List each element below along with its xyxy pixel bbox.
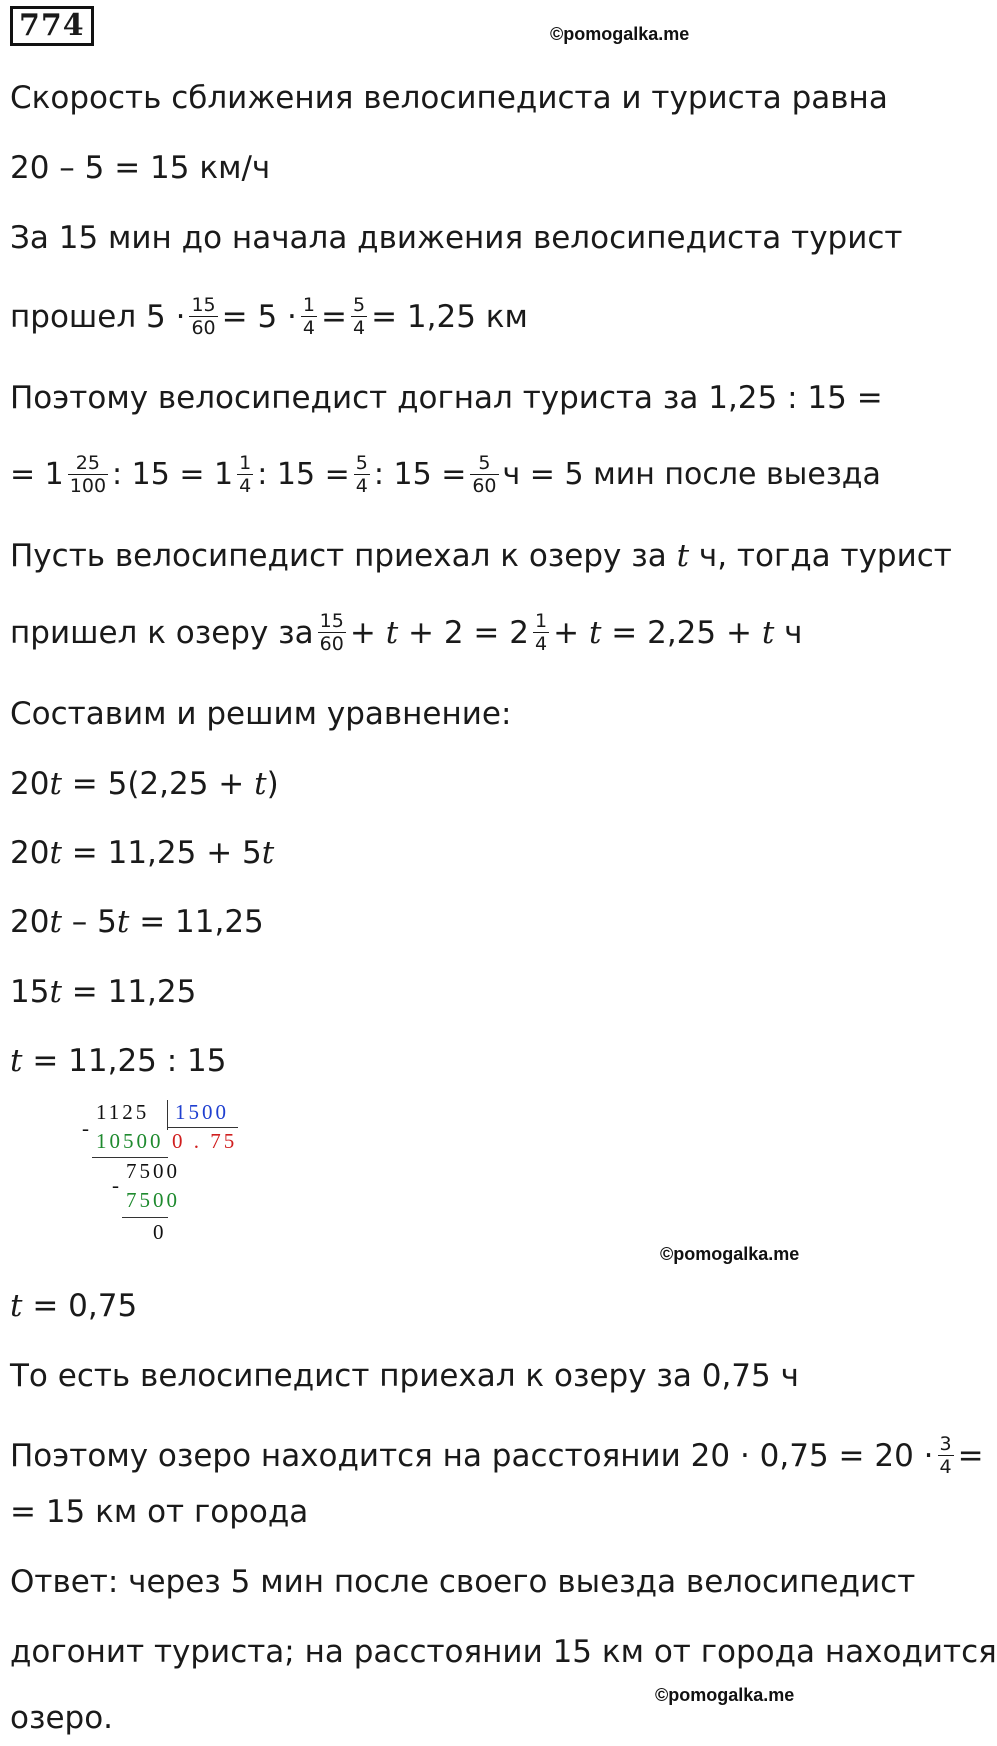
text: = 0,75 [32,1288,138,1324]
subtraction-line [122,1217,168,1218]
variable-t: t [261,835,275,871]
numerator: 25 [75,452,100,474]
answer-line-2: догонит туриста; на расстоянии 15 км от города находится [10,1634,997,1670]
final-remainder: 0 [153,1220,167,1244]
text-line-1: Скорость сближения велосипедиста и туриста равна [10,80,888,116]
subtrahend-2: 7500 [126,1188,180,1212]
text: – 5 [71,904,117,940]
fraction [354,452,370,497]
variable-t: t [116,904,130,940]
numerator: 5 [352,294,366,316]
fraction [351,294,367,339]
variable-t: t [49,974,62,1010]
fraction [318,610,346,655]
numerator: 15 [191,294,216,316]
text: : 15 = [257,456,350,492]
equation-4 [10,972,196,1012]
watermark-middle: ©pomogalka.me [660,1244,800,1264]
watermark-top: ©pomogalka.me [550,24,690,44]
text: 20 [10,766,50,802]
text: = [957,1437,984,1474]
text-line-4 [10,294,528,339]
text: ч [784,614,803,651]
text: = 11,25 + 5 [71,835,262,871]
text-line-9: Составим и решим уравнение: [10,696,512,732]
subtraction-line [92,1157,168,1158]
text: прошел 5 · [10,298,186,335]
text-line-7 [10,536,952,576]
text: ) [266,766,279,802]
variable-t: t [588,614,602,651]
text: 20 [10,835,50,871]
text: ч = 5 мин после выезда [502,456,881,492]
text-line-6 [10,452,881,497]
numerator: 1 [535,610,548,632]
text: Пусть велосипедист приехал к озеру за [10,538,667,574]
divisor: 1500 [175,1100,229,1124]
variable-t: t [49,766,62,802]
text: = 11,25 [139,904,264,940]
text-line-5: Поэтому велосипедист догнал туриста за 1,25 : 15 = [10,380,883,416]
variable-t: t [49,835,62,871]
equation-5 [10,1041,227,1081]
text-line-12: = 15 км от города [10,1494,309,1530]
text: = 1 [10,456,64,492]
denominator: 100 [69,475,107,497]
numerator: 1 [302,294,315,316]
text-line-3: За 15 мин до начала движения велосипедиста турист [10,220,903,256]
denominator: 4 [355,475,368,497]
text: ч, тогда турист [698,538,952,574]
numerator: 3 [939,1433,952,1455]
equation-6 [10,1286,137,1326]
variable-t: t [10,1288,23,1324]
denominator: 60 [191,317,216,339]
quotient: 0 . 75 [172,1129,238,1153]
text: = 1,25 км [371,298,528,335]
variable-t: t [49,904,62,940]
denominator: 60 [319,633,344,655]
denominator: 60 [472,475,497,497]
equation-3 [10,902,264,942]
answer-line-3: озеро. [10,1700,114,1736]
variable-t: t [254,766,267,802]
text: + [349,614,376,651]
variable-t: t [761,614,775,651]
variable-t: t [385,614,399,651]
text: : 15 = [373,456,467,492]
problem-number: 774 [10,6,94,46]
variable-t: t [676,538,690,574]
text: = [321,298,347,335]
text: 15 [10,974,50,1010]
denominator: 4 [239,475,252,497]
remainder-1: 7500 [126,1159,180,1183]
text: пришел к озеру за [10,614,314,651]
division-bracket-vertical [167,1100,168,1130]
dividend: 1125 [96,1100,150,1124]
text: 20 [10,904,50,940]
fraction [533,610,549,655]
fraction [470,452,498,497]
subtrahend-1: 10500 [96,1129,164,1153]
equation-1 [10,764,279,804]
text: = 5 · [221,298,297,335]
text: = 11,25 : 15 [32,1043,227,1079]
fraction [938,1433,954,1478]
equation-2 [10,833,274,873]
fraction [189,294,217,339]
variable-t: t [10,1043,23,1079]
denominator: 4 [535,633,548,655]
fraction [237,452,253,497]
minus-sign: - [82,1116,92,1140]
text-line-11 [10,1433,984,1478]
division-bracket-horizontal [168,1127,238,1128]
text: = 11,25 [71,974,197,1010]
text: + 2 = 2 [408,614,529,651]
numerator: 15 [319,610,344,632]
watermark-bottom: ©pomogalka.me [655,1685,795,1705]
fraction [301,294,317,339]
denominator: 4 [939,1456,952,1478]
text: Поэтому озеро находится на расстоянии 20 · 0,75 = 20 · [10,1437,934,1474]
text: + [553,614,580,651]
text: : 15 = 1 [112,456,234,492]
text-line-8 [10,610,802,655]
fraction [68,452,108,497]
numerator: 5 [355,452,368,474]
text: = 5(2,25 + [71,766,245,802]
answer-line-1: Ответ: через 5 мин после своего выезда велосипедист [10,1564,916,1600]
numerator: 5 [478,452,491,474]
text-line-10: То есть велосипедист приехал к озеру за 0,75 ч [10,1358,799,1394]
minus-sign: - [112,1173,122,1197]
denominator: 4 [302,317,315,339]
text: = 2,25 + [611,614,752,651]
text-line-2: 20 – 5 = 15 км/ч [10,150,271,186]
denominator: 4 [352,317,366,339]
numerator: 1 [239,452,252,474]
long-division [80,1100,240,1260]
